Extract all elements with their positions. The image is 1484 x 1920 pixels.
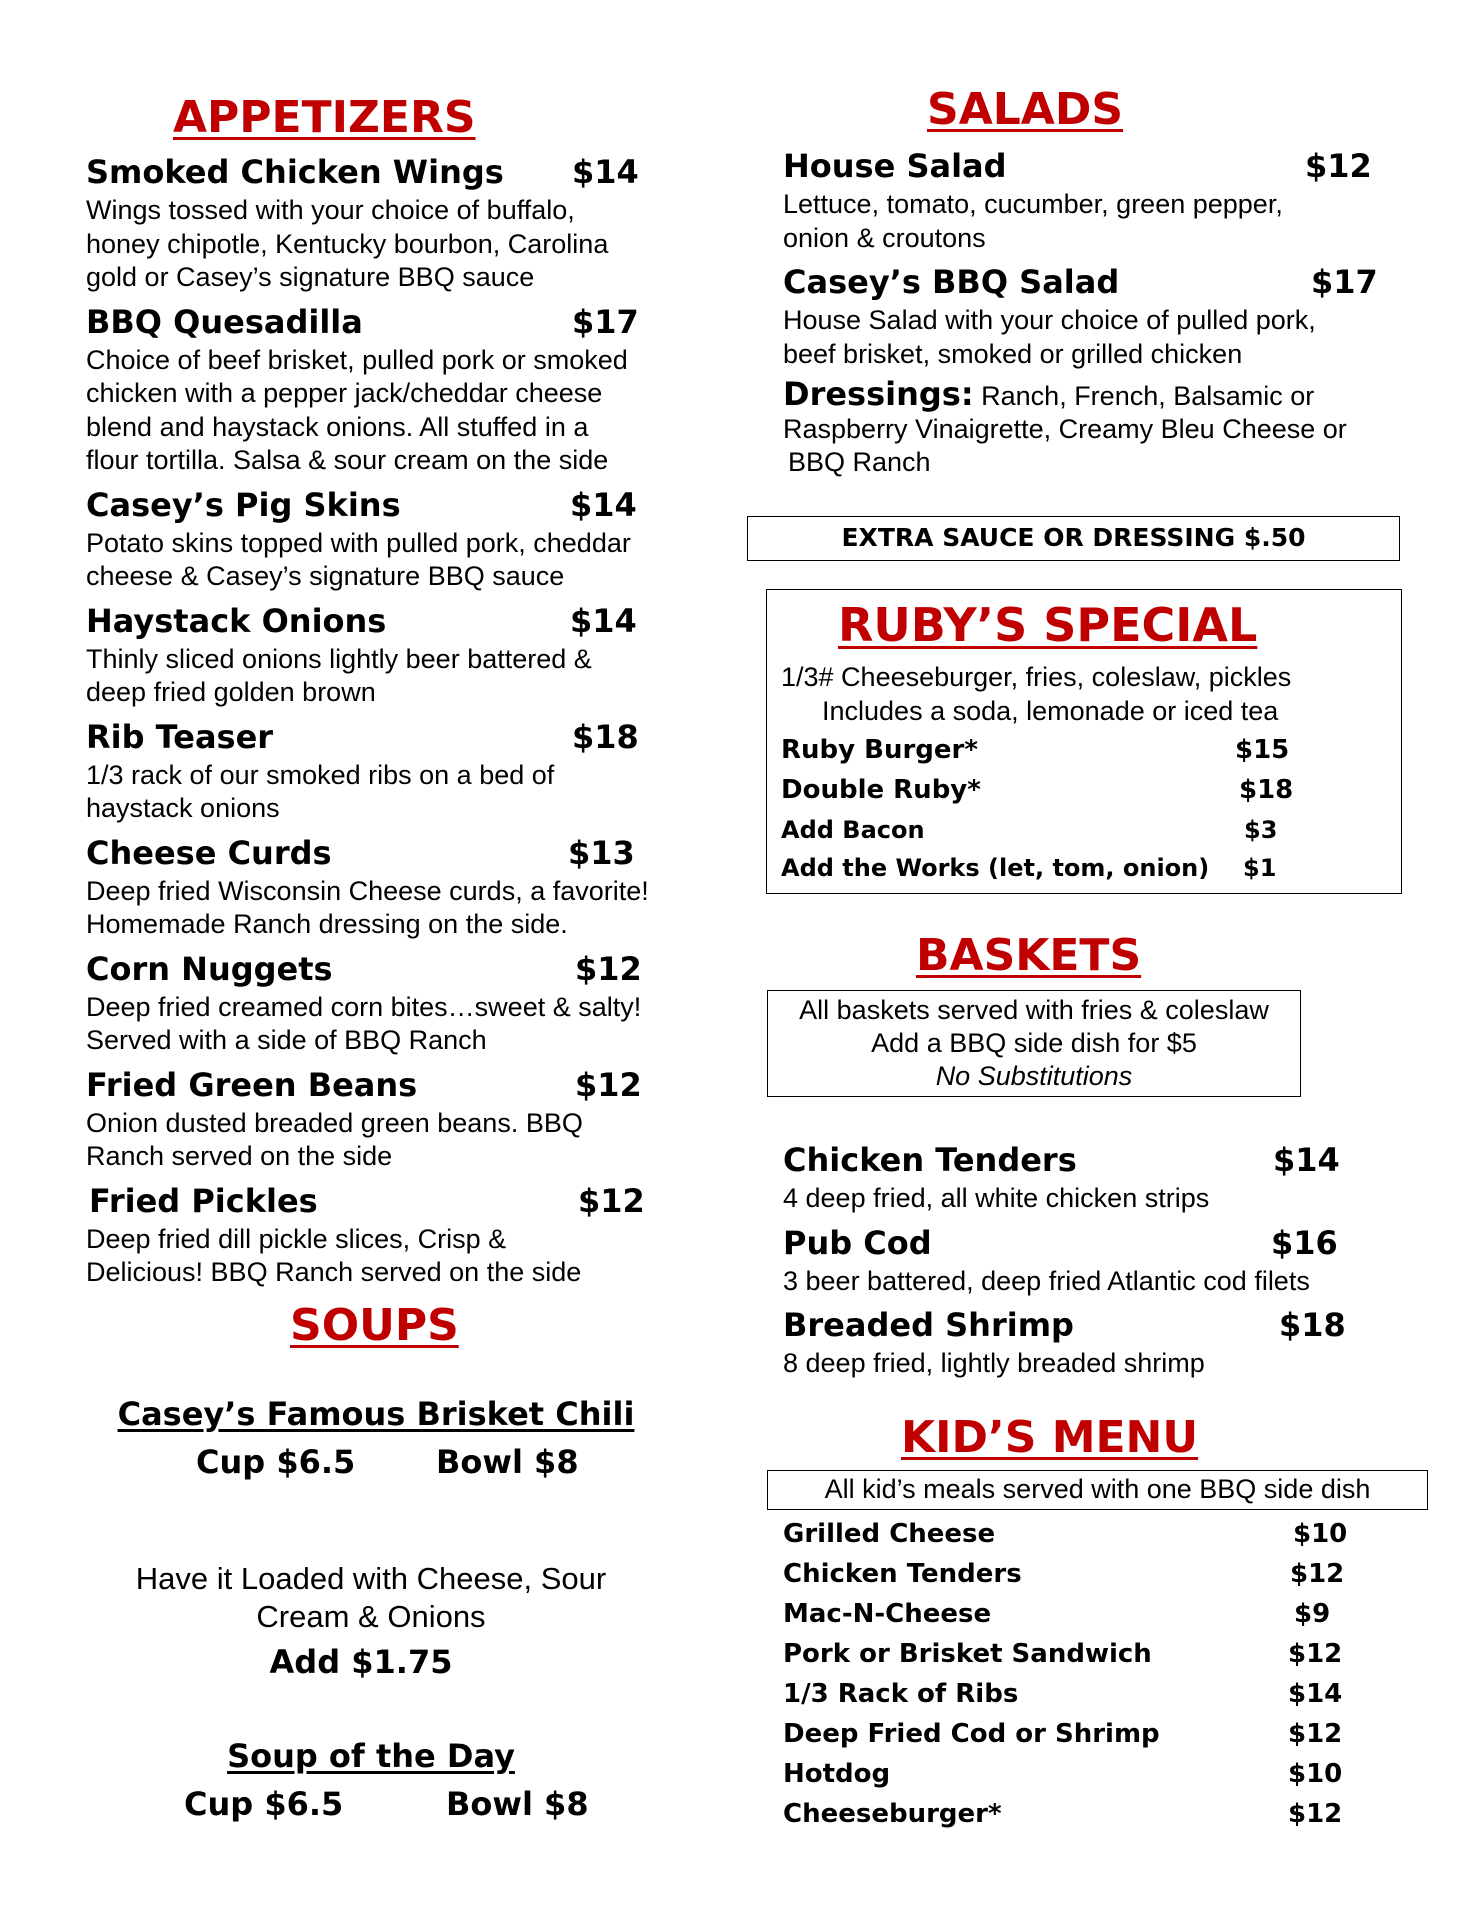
kids-item [783, 1594, 1363, 1634]
item-name: House Salad [783, 147, 1007, 185]
menu-item [86, 302, 706, 478]
item-price: $14 [1288, 1679, 1343, 1709]
item-description: Choice of beef brisket, pulled pork or smoked chicken with a pepper jack/cheddar cheese blend and haystack onions. All stuffed in a flour tortilla. Salsa & sour cream on the side [86, 344, 628, 475]
ruby-item [781, 810, 1361, 848]
menu-item [86, 1065, 706, 1174]
ruby-line2: Includes a soda, lemonade or iced tea [822, 696, 1279, 726]
item-name: Fried Green Beans [86, 1065, 418, 1104]
item-name: Rib Teaser [86, 717, 274, 756]
chili-bowl-price: Bowl $8 [436, 1443, 579, 1481]
menu-item [86, 152, 706, 295]
item-description: 1/3 rack of our smoked ribs on a bed of haystack onions [86, 759, 555, 823]
ruby-items [781, 730, 1361, 886]
menu-item [86, 833, 706, 942]
dressings-line2: Raspberry Vinaigrette, Creamy Bleu Cheese or [783, 414, 1347, 444]
kids-item [783, 1674, 1363, 1714]
item-name: Casey’s Pig Skins [86, 485, 401, 524]
baskets-list [783, 1140, 1423, 1388]
item-name: BBQ Quesadilla [86, 302, 363, 341]
item-price: $12 [575, 1065, 642, 1104]
item-price: $14 [570, 601, 637, 640]
item-name: Deep Fried Cod or Shrimp [783, 1719, 1160, 1749]
menu-item [86, 717, 706, 826]
item-price: $10 [1288, 1759, 1343, 1789]
baskets-note1: All baskets served with fries & coleslaw [799, 995, 1269, 1025]
soup-day-bowl-price: Bowl $8 [446, 1785, 589, 1823]
salads-title: SALADS [927, 84, 1124, 135]
kids-note: All kid’s meals served with one BBQ side dish [824, 1474, 1371, 1504]
menu-item [86, 485, 706, 594]
ruby-item [781, 848, 1361, 886]
item-price: $18 [1239, 775, 1294, 805]
item-description: Wings tossed with your choice of buffalo, honey chipotle, Kentucky bourbon, Carolina gold or Casey’s signature BBQ sauce [86, 195, 609, 292]
ruby-line1: 1/3# Cheeseburger, fries, coleslaw, pickles [781, 662, 1292, 692]
menu-item [86, 949, 706, 1058]
item-name: Fried Pickles [89, 1181, 318, 1220]
item-price: $9 [1294, 1599, 1331, 1629]
baskets-note2: Add a BBQ side dish for $5 [871, 1028, 1197, 1058]
chili-title: Casey’s Famous Brisket Chili [117, 1395, 635, 1433]
item-name: Hotdog [783, 1759, 891, 1789]
item-name: Add the Works (let, tom, onion) [781, 854, 1210, 882]
dressings [783, 375, 1423, 479]
salads-list [783, 146, 1423, 479]
kids-item [783, 1634, 1363, 1674]
item-price: $12 [1305, 147, 1372, 185]
item-price: $18 [1279, 1306, 1346, 1344]
item-price: $17 [572, 302, 639, 341]
loaded-price: Add $1.75 [269, 1643, 453, 1681]
kids-item [783, 1554, 1363, 1594]
item-name: Cheeseburger* [783, 1799, 1002, 1829]
menu-item [783, 146, 1423, 255]
item-description: Lettuce, tomato, cucumber, green pepper, onion & croutons [783, 189, 1283, 253]
ruby-item [781, 770, 1361, 810]
dressings-line1: Ranch, French, Balsamic or [973, 381, 1315, 411]
appetizers-title: APPETIZERS [173, 92, 476, 143]
item-price: $14 [570, 485, 637, 524]
item-price: $12 [1290, 1559, 1345, 1589]
menu-item [783, 1223, 1423, 1299]
item-name: Chicken Tenders [783, 1559, 1022, 1589]
item-name: Chicken Tenders [783, 1141, 1077, 1179]
baskets-note-box [767, 990, 1301, 1097]
soups-title: SOUPS [290, 1300, 459, 1351]
item-name: Grilled Cheese [783, 1519, 996, 1549]
item-name: Mac-N-Cheese [783, 1599, 992, 1629]
item-name: Casey’s BBQ Salad [783, 263, 1120, 301]
item-name: Corn Nuggets [86, 949, 333, 988]
kids-list [783, 1514, 1363, 1834]
item-price: $12 [1288, 1719, 1343, 1749]
item-price: $15 [1235, 735, 1290, 765]
kids-menu-title: KID’S MENU [901, 1412, 1199, 1463]
item-price: $14 [1273, 1141, 1340, 1179]
item-description: 3 beer battered, deep fried Atlantic cod filets [783, 1265, 1310, 1296]
item-price: $10 [1293, 1519, 1348, 1549]
item-name: Smoked Chicken Wings [86, 153, 504, 191]
extra-sauce-box [747, 516, 1400, 561]
soup-day-cup-price: Cup $6.5 [184, 1785, 344, 1823]
dressings-line3: BBQ Ranch [788, 447, 931, 477]
item-description: Onion dusted breaded green beans. BBQ Ranch served on the side [86, 1107, 583, 1171]
menu-item [783, 1140, 1423, 1216]
loaded-note: Have it Loaded with Cheese, Sour Cream & Onions [135, 1561, 607, 1634]
menu-item [86, 601, 706, 710]
ruby-item [781, 730, 1361, 770]
item-description: Thinly sliced onions lightly beer battered & deep fried golden brown [86, 643, 592, 707]
item-description: Deep fried dill pickle slices, Crisp & Delicious! BBQ Ranch served on the side [86, 1223, 582, 1287]
item-price: $3 [1244, 816, 1278, 844]
kids-item [783, 1754, 1363, 1794]
item-description: Deep fried Wisconsin Cheese curds, a favorite! Homemade Ranch dressing on the side. [86, 875, 649, 939]
item-name: 1/3 Rack of Ribs [783, 1679, 1019, 1709]
appetizers-list [86, 152, 706, 1297]
item-price: $16 [1271, 1223, 1338, 1262]
item-name: Breaded Shrimp [783, 1306, 1074, 1344]
item-name: Haystack Onions [86, 601, 387, 640]
item-price: $12 [578, 1181, 645, 1220]
menu-item [783, 1305, 1423, 1381]
item-name: Pub Cod [783, 1223, 932, 1262]
extra-sauce-text: EXTRA SAUCE OR DRESSING $.50 [841, 523, 1306, 552]
rubys-special-title: RUBY’S SPECIAL [838, 598, 1258, 652]
item-description: 8 deep fried, lightly breaded shrimp [783, 1348, 1205, 1378]
soup-of-day-title: Soup of the Day [227, 1737, 515, 1775]
kids-item [783, 1514, 1363, 1554]
item-description: Potato skins topped with pulled pork, cheddar cheese & Casey’s signature BBQ sauce [86, 527, 631, 591]
item-price: $12 [1288, 1799, 1343, 1829]
item-price: $18 [572, 717, 639, 756]
kids-item [783, 1794, 1363, 1834]
item-description: House Salad with your choice of pulled pork, beef brisket, smoked or grilled chicken [783, 305, 1316, 369]
baskets-note3: No Substitutions [935, 1061, 1133, 1091]
item-name: Double Ruby* [781, 775, 981, 805]
item-price: $13 [568, 833, 635, 872]
baskets-title: BASKETS [916, 930, 1142, 981]
item-name: Add Bacon [781, 816, 925, 844]
item-price: $1 [1243, 854, 1277, 882]
chili-cup-price: Cup $6.5 [196, 1443, 356, 1481]
item-description: Deep fried creamed corn bites…sweet & salty! Served with a side of BBQ Ranch [86, 991, 642, 1055]
kids-note-box [767, 1470, 1428, 1510]
item-name: Cheese Curds [86, 833, 332, 872]
item-name: Ruby Burger* [781, 735, 978, 765]
item-price: $12 [575, 949, 642, 988]
item-description: 4 deep fried, all white chicken strips [783, 1183, 1210, 1213]
item-price: $12 [1288, 1639, 1343, 1669]
kids-item [783, 1714, 1363, 1754]
item-name: Pork or Brisket Sandwich [783, 1639, 1152, 1669]
dressings-label: Dressings: [783, 375, 974, 413]
menu-item [783, 262, 1423, 371]
item-price: $14 [572, 153, 639, 191]
item-price: $17 [1311, 263, 1378, 301]
menu-item [86, 1181, 706, 1290]
